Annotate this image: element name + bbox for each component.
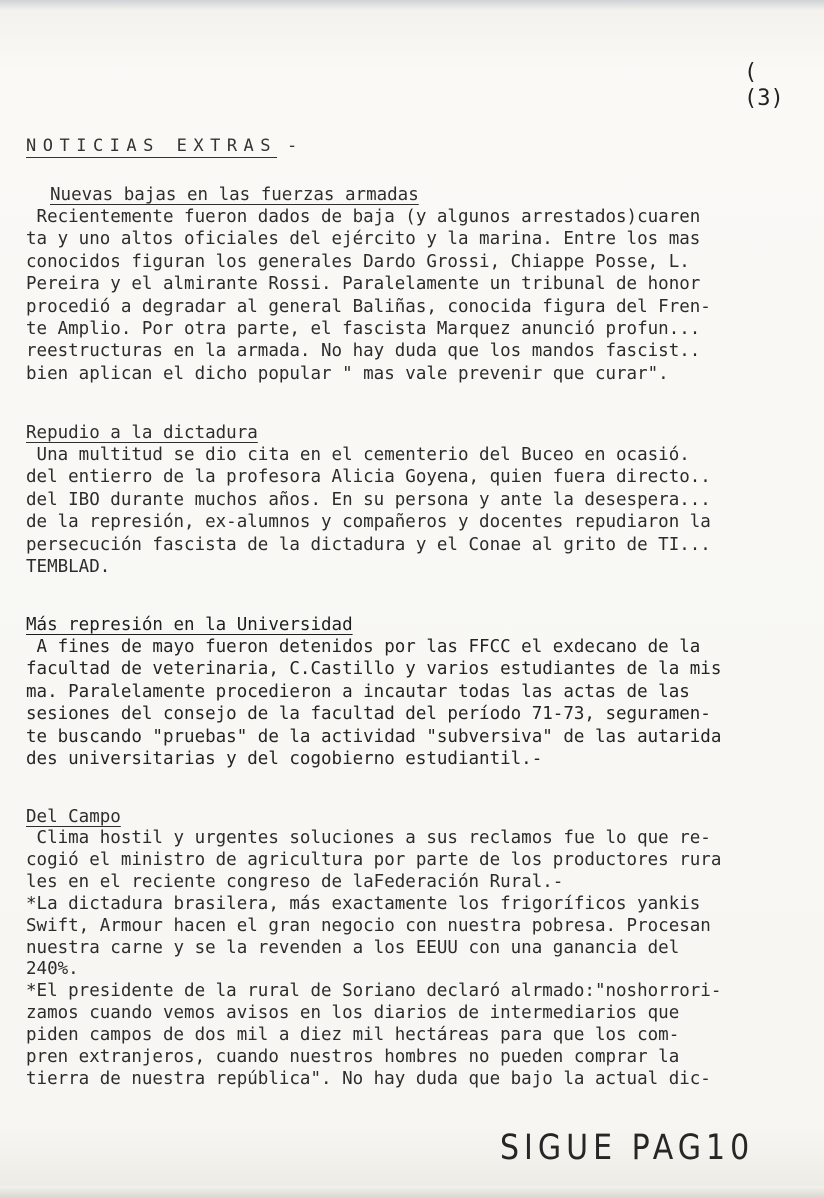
text-line: conocidos figuran los generales Dardo Grossi, Chiappe Posse, L.: [26, 251, 690, 272]
text-line: pren extranjeros, cuando nuestros hombres no pueden comprar la: [26, 1047, 680, 1068]
text-line: Swift, Armour hacen el gran negocio con nuestra pobresa. Procesan: [26, 915, 711, 936]
text-line: 240%.: [26, 959, 79, 980]
text-line: del IBO durante muchos años. En su persona y ante la desespera...: [26, 489, 711, 510]
page-top-edge: [0, 0, 824, 10]
text-line: te buscando "pruebas" de la actividad "subversiva" de las autarida: [26, 726, 722, 747]
text-line: A fines de mayo fueron detenidos por las FFCC el exdecano de la: [26, 637, 701, 657]
text-line: ta y uno altos oficiales del ejército y la marina. Entre los mas: [26, 229, 701, 250]
main-heading-dash: -: [287, 136, 298, 156]
text-line: cogió el ministro de agricultura por parte de los productores rura: [26, 849, 722, 870]
text-line: des universitarias y del cogobierno estudiantil.-: [26, 749, 543, 770]
text-line: sesiones del consejo de la facultad del período 71-73, seguramen-: [26, 704, 711, 725]
text-line: Una multitud se dio cita en el cementerio del Buceo en ocasió.: [26, 445, 690, 465]
text-line: ma. Paralelamente procedieron a incautar todas las actas de las: [26, 681, 690, 702]
text-line: reestructuras en la armada. No hay duda que los mandos fascist..: [26, 341, 701, 362]
section-title: Más represión en la Universidad: [26, 615, 353, 635]
text-line: *El presidente de la rural de Soriano declaró alrmado:"noshorrori-: [26, 981, 722, 1002]
page-number-value: (3): [744, 86, 784, 111]
section-title: Repudio a la dictadura: [26, 423, 258, 443]
text-line: *La dictadura brasilera, más exactamente los frigoríficos yankis: [26, 893, 701, 914]
text-line: Recientemente fueron dados de baja (y algunos arrestados)cuaren: [26, 207, 701, 227]
section-title: Nuevas bajas en las fuerzas armadas: [50, 185, 419, 205]
text-line: de la represión, ex-alumnos y compañeros y docentes repudiaron la: [26, 512, 711, 533]
text-line: bien aplican el dicho popular " mas vale prevenir que curar".: [26, 363, 669, 384]
text-line: procedió a degradar al general Baliñas, conocida figura del Fren-: [26, 296, 711, 317]
text-line: nuestra carne y se la revenden a los EEUU con una ganancia del: [26, 937, 680, 958]
text-line: piden campos de dos mil a diez mil hectáreas para que los com-: [26, 1025, 680, 1046]
text-line: Pereira y el almirante Rossi. Paralelamente un tribunal de honor: [26, 274, 701, 295]
text-line: Clima hostil y urgentes soluciones a sus reclamos fue lo que re-: [26, 828, 711, 848]
text-line: TEMBLAD.: [26, 557, 111, 578]
section-del-campo: [26, 806, 816, 1091]
page-bottom-edge: [0, 1186, 824, 1198]
page-number: [744, 60, 794, 112]
page-number-paren: (: [744, 60, 758, 85]
text-line: tierra de nuestra república". No hay duda que bajo la actual dic-: [26, 1068, 711, 1089]
text-line: zamos cuando vemos avisos en los diarios de intermediarios que: [26, 1003, 680, 1024]
text-line: del entierro de la profesora Alicia Goyena, quien fuera directo..: [26, 467, 711, 488]
text-line: te Amplio. Por otra parte, el fascista Marquez anunció profun...: [26, 319, 701, 340]
text-line: les en el reciente congreso de laFederación Rural.-: [26, 871, 564, 892]
text-line: facultad de veterinaria, C.Castillo y varios estudiantes de la mis: [26, 659, 722, 680]
main-heading-title: NOTICIAS EXTRAS: [26, 136, 278, 156]
continuation-note: SIGUE PAG10: [500, 1128, 755, 1169]
text-line: persecución fascista de la dictadura y el Conae al grito de TI...: [26, 534, 711, 555]
section-repudio: [26, 422, 816, 578]
section-universidad: [26, 614, 816, 770]
section-nuevas-bajas: [26, 184, 816, 385]
section-title: Del Campo: [26, 807, 121, 827]
main-heading: [26, 136, 297, 156]
